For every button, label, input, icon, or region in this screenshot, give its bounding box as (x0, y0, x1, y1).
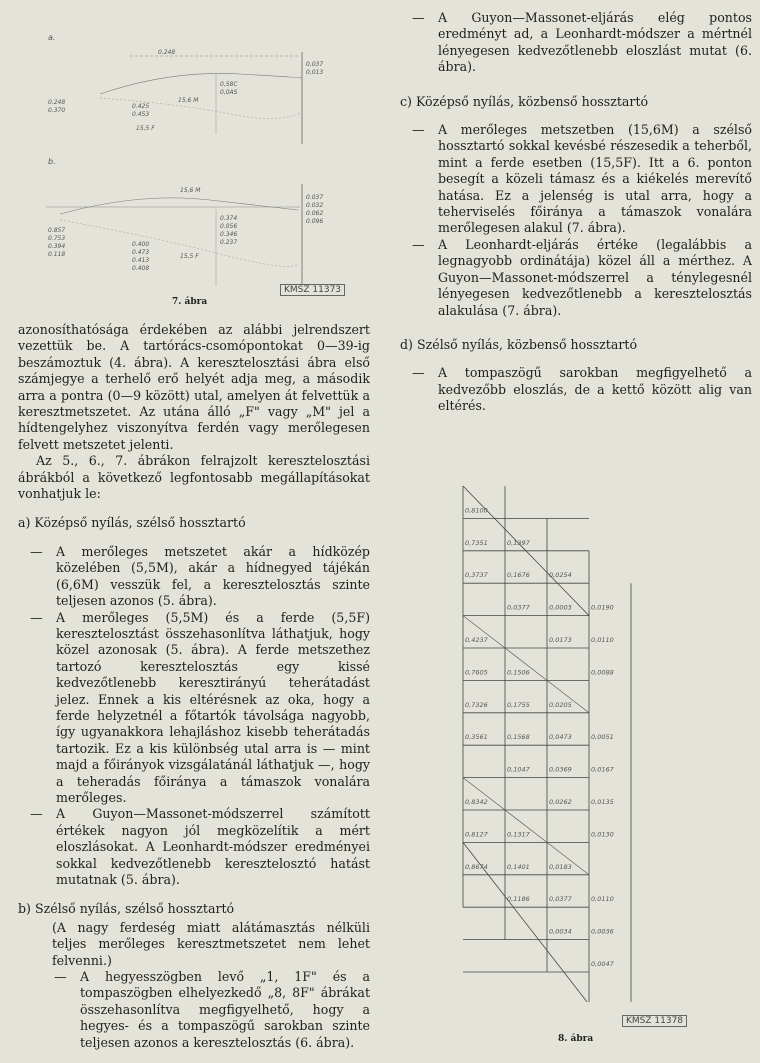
svg-text:0.425: 0.425 (132, 103, 150, 110)
svg-text:0.248: 0.248 (158, 49, 176, 56)
svg-text:0.413: 0.413 (132, 257, 150, 264)
svg-text:0.370: 0.370 (48, 107, 66, 114)
figure-7-diagram (40, 14, 362, 294)
left-paragraph-2: Az 5., 6., 7. ábrákon felrajzolt keresztelosztási ábrákból a következő legfontosabb megállapításokat vonhatjuk le: (18, 453, 370, 502)
svg-text:0.032: 0.032 (306, 202, 324, 209)
svg-text:0.408: 0.408 (132, 265, 150, 272)
cell-value: 0,0377 (549, 895, 572, 904)
svg-text:0.037: 0.037 (306, 194, 324, 201)
svg-text:0,037: 0,037 (306, 61, 324, 68)
fig7-label-b: b. (48, 157, 56, 166)
cell-value: 0,0130 (591, 830, 614, 839)
list-item: — A Guyon—Massonet-módszerrel számított értékek nagyon jól megközelítik a mért eloszlásokat. A Leonhardt-módszer eredményei sokkal kedvezőtlenebb keresztelosztó hatást mutatnak (5. ábra). (30, 806, 370, 887)
cell-value: 0,0190 (591, 603, 614, 612)
cell-value: 0,0369 (549, 765, 572, 774)
note-b: (A nagy ferdeség miatt alátámasztás nélküli teljes merőleges keresztmetszetet nem lehet felvenni.) (52, 919, 370, 968)
svg-text:0.453: 0.453 (132, 111, 150, 118)
heading-c: c) Középső nyílás, közbenső hossztartó (400, 93, 649, 109)
cell-value: 0,8342 (465, 798, 488, 806)
cell-value: 0,0254 (549, 571, 572, 580)
right-column (400, 10, 752, 415)
cell-value: 0,0051 (591, 733, 614, 742)
cell-value: 0,1047 (507, 765, 530, 774)
svg-text:0.346: 0.346 (220, 231, 238, 238)
list-item: — A tompaszögű sarokban megfigyelhető a kedvezőbb eloszlás, de a kettő között alig van eltérés. (412, 365, 752, 414)
cell-value: 0,4237 (465, 636, 488, 644)
cell-value: 0,8674 (465, 862, 488, 871)
svg-text:0.248: 0.248 (48, 99, 66, 106)
cell-value: 0,3737 (465, 571, 488, 580)
cell-value: 0,7351 (465, 538, 488, 547)
cell-value: 0,1186 (507, 895, 530, 904)
svg-text:0.400: 0.400 (132, 241, 150, 248)
cell-value: 0,0110 (591, 895, 614, 904)
cell-value: 0,1397 (507, 538, 530, 547)
cell-value: 0,1506 (507, 668, 530, 677)
heading-a: a) Középső nyílás, szélső hossztartó (18, 515, 246, 531)
cell-value: 0,0135 (591, 798, 614, 806)
svg-text:0.118: 0.118 (48, 251, 66, 258)
cell-value: 0,3561 (465, 733, 488, 742)
svg-text:0,013: 0,013 (306, 69, 324, 76)
list-item: — A hegyesszögben levő „1, 1F" és a tompaszögben elhelyezkedő „8, 8F" ábrákat összehasonlítva megfigyelhető, hogy a hegyes- és a tompaszögű sarokban szinte teljesen azonos a keresztelosztás (6. ábra). (54, 969, 370, 1050)
cell-value: 0,0047 (591, 960, 614, 968)
svg-text:0.394: 0.394 (48, 243, 66, 250)
cell-value: 0,0183 (549, 862, 572, 871)
heading-d: d) Szélső nyílás, közbenső hossztartó (400, 336, 638, 352)
svg-text:0.374: 0.374 (220, 215, 238, 222)
list-item: — A Leonhardt-eljárás értéke (legalábbis a legnagyobb ordinátája) közel áll a mérthez. A Guyon—Massonet-módszerrel a ténylegesnél lényegesen kedvezőtlenebb a keresztelosztás alakulása (7. ábra). (412, 236, 752, 318)
cell-value: 0,7605 (465, 668, 488, 677)
cell-value: 0,0088 (591, 668, 614, 677)
cell-value: 0,0034 (549, 927, 572, 936)
cell-value: 0,8100 (465, 506, 488, 515)
list-item: — A merőleges (5,5M) és a ferde (5,5F) keresztelosztást összehasonlítva láthatjuk, hogy közel azonosak (5. ábra). A ferde metszethez tartozó keresztelosztás egy kissé kedvezőtlenebb keresztirányú teherátadást jelez. Ennek a kis eltérésnek az oka, hogy a ferde helyzetnél a főtartók távolsága nagyobb, így ugyanakkora lehajláshoz kisebb teherátadás tartozik. Ez a kis különbség utal arra is — mint majd a főirányok vizsgálatánál láthatjuk —, hogy a teheradás főiránya a támaszok vonalára merőleges. (30, 609, 370, 805)
figure-7 (40, 14, 362, 304)
cell-value: 0,1676 (507, 571, 530, 580)
svg-text:15,5 F: 15,5 F (180, 253, 199, 260)
fig8-caption: 8. ábra (558, 1034, 594, 1044)
svg-text:0.062: 0.062 (306, 210, 324, 217)
cell-value: 0,0377 (507, 603, 530, 612)
cell-value: 0,0173 (549, 636, 572, 644)
fig7-label-a: a. (48, 33, 56, 42)
cell-value: 0,1401 (507, 862, 530, 871)
cell-value: 0,0036 (591, 927, 614, 936)
cell-value: 0,0262 (549, 798, 572, 806)
svg-text:0.753: 0.753 (48, 235, 66, 242)
cell-value: 0,1568 (507, 733, 530, 742)
list-item: — A Guyon—Massonet-eljárás elég pontos eredményt ad, a Leonhardt-módszer a mértnél lényegesen kedvezőtlenebb eloszlást mutat (6. ábra). (412, 10, 752, 75)
left-paragraph-1: azonosíthatósága érdekében az alábbi jelrendszert vezettük be. A tartórács-csomópontokat 0—39-ig beszámoztuk (4. ábra). A keresztelosztási ábra első számjegye a terhelő erő helyét adja meg, a második arra a pontra (0—9 között) utal, amelyen át felvettük a keresztmetszetet. Az utána álló „F" vagy „M" jel a hídtengelyhez viszonyítva ferdén vagy merőlegesen felvett metszetet jelenti. (18, 322, 370, 452)
svg-text:0.096: 0.096 (306, 218, 324, 225)
left-column (18, 322, 370, 1051)
fig7-stamp: KMSZ 11373 (280, 284, 345, 296)
cell-value: 0,0167 (591, 765, 614, 774)
svg-text:0.056: 0.056 (220, 223, 238, 230)
list-item: — A merőleges metszetben (15,6M) a szélső hossztartó sokkal kevésbé részesedik a teherből, mint a ferde esetben (15,5F). Itt a 6. ponton besegít a közeli támasz és a kiékelés merevítő hatása. Ez a jelenség is utal arra, hogy a teherviselés főiránya a támaszok vonalára merőlegesen alakul (7. ábra). (412, 122, 752, 236)
cell-value: 0,0110 (591, 636, 614, 644)
list-item: — A merőleges metszetet akár a hídközép közelében (5,5M), akár a hídnegyed tájékán (6,6M) vesszük fel, a keresztelosztás szinte teljesen azonos (5. ábra). (30, 543, 370, 609)
heading-b: b) Szélső nyílás, szélső hossztartó (18, 901, 235, 917)
svg-text:0.857: 0.857 (48, 227, 66, 234)
cell-value: 0,0473 (549, 733, 572, 742)
cell-value: 0,7326 (465, 700, 488, 709)
cell-value: 0,0003 (549, 603, 572, 612)
fig8-stamp: KMSZ 11378 (622, 1015, 687, 1027)
fig7-caption: 7. ábra (172, 297, 208, 307)
figure-8-diagram (455, 482, 635, 1002)
cell-value: 0,8127 (465, 830, 488, 839)
svg-text:0,0AS: 0,0AS (220, 89, 238, 96)
svg-text:0,58C: 0,58C (220, 81, 238, 88)
svg-text:15,6 M: 15,6 M (180, 187, 201, 194)
svg-text:15,5 F: 15,5 F (136, 125, 155, 132)
cell-value: 0,1317 (507, 830, 530, 839)
svg-text:0.473: 0.473 (132, 249, 150, 256)
cell-value: 0,1755 (507, 700, 530, 709)
cell-value: 0,0205 (549, 700, 572, 709)
svg-text:15,6 M: 15,6 M (178, 97, 199, 104)
svg-text:0.237: 0.237 (220, 239, 238, 246)
